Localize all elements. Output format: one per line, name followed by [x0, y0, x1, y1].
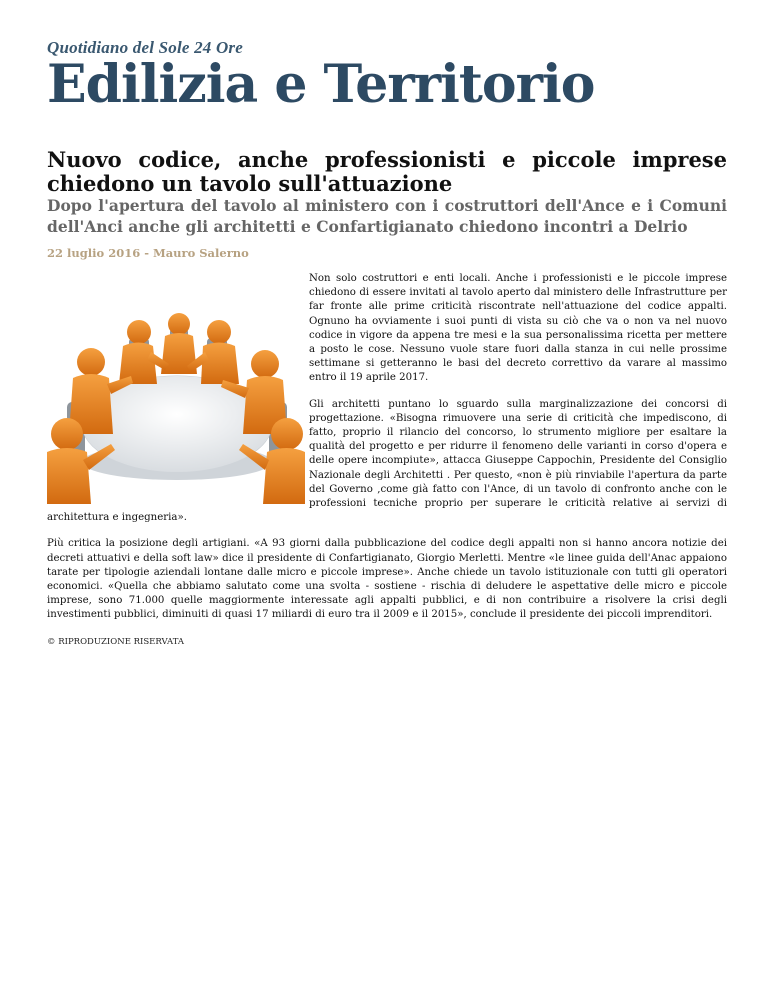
copyright-notice: © RIPRODUZIONE RISERVATA — [47, 636, 185, 647]
article-headline: Nuovo codice, anche professionisti e piccole imprese chiedono un tavolo sull'attuazione — [47, 147, 727, 196]
masthead-title: Edilizia e Territorio — [47, 54, 595, 115]
article-byline: 22 luglio 2016 - Mauro Salerno — [47, 246, 249, 260]
masthead-subtitle: Quotidiano del Sole 24 Ore — [47, 38, 243, 57]
masthead — [47, 38, 727, 114]
article-paragraph: Più critica la posizione degli artigiani. «A 93 giorni dalla pubblicazione del codice degli appalti non si hanno ancora notizie dei decreti attuativi e della soft law» dice il presidente di Confartigianato, Giorgio Merletti. Mentre «le linee guida dell'Anac appaiono tarate per tipologie aziendali lontane dalle micro e piccole imprese». Anche chiede un tavolo istituzionale con tutti gli operatori economici. «Quella che abbiamo salutato come una svolta - sostiene - rischia di deludere le aspettative delle micro e piccole imprese, sono 71.000 quelle maggiormente interessate agli appalti pubblici, e di non contribuire a risolvere la crisi degli investimenti pubblici, diminuiti di quasi 17 miliardi di euro tra il 2009 e il 2015», conclude il presidente dei piccoli imprenditori. — [47, 538, 727, 621]
meeting-illustration — [47, 284, 305, 504]
article-paragraph: Gli architetti puntano lo sguardo sulla marginalizzazione dei concorsi di progettazione. «Bisogna rimuovere una serie di criticità che impediscono, di fatto, proprio il rilancio del concorso, lo strumento migliore per esaltare la qualità del progetto e per ridurre il fenomeno delle varianti in corso d'opera e delle opere incompiute», attacca Giuseppe Cappochin, Presidente del Consiglio Nazionale degli Architetti . Per questo, «non è più rinviabile l'apertura da parte del Governo ,come già fatto con l'Ance, di un tavolo di confronto anche con le professioni tecniche proprio per superare le criticità relative ai servizi di architettura e ingegneria». — [47, 398, 727, 524]
article-paragraph: Non solo costruttori e enti locali. Anche i professionisti e le piccole imprese chiedono di essere invitati al tavolo aperto dal ministero delle Infrastrutture per far fronte alle prime criticità riscontrate nell'attuazione del codice appalti. Ognuno ha ovviamente i suoi punti di vista su ciò che va o non va nel nuovo codice in vigore da appena tre mesi e la sua personalissima ricetta per mettere a posto le cose. Nessuno vuole stare fuori dalla stanza in cui nelle prossime settimane si getteranno le basi del decreto correttivo da varare al massimo entro il 19 aprile 2017. — [309, 273, 727, 384]
article-subheadline: Dopo l'apertura del tavolo al ministero con i costruttori dell'Ance e i Comuni dell'Anci anche gli architetti e Confartigianato chiedono incontri a Delrio — [47, 196, 727, 236]
article-body — [47, 272, 727, 649]
